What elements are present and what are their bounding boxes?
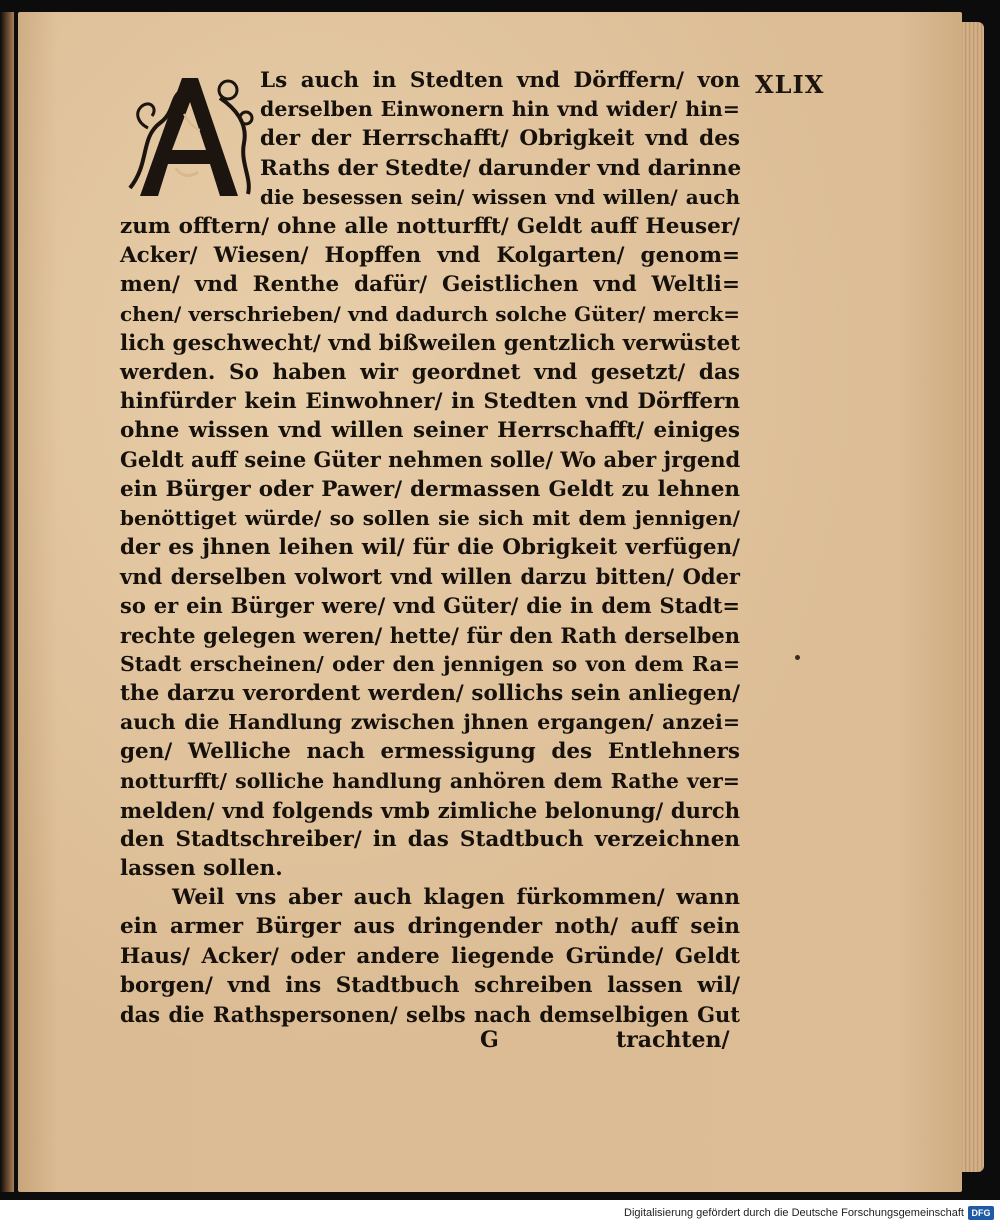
- text-line: so er ein Bürger were/ vnd Güter/ die in dem Stadt=: [120, 593, 740, 619]
- text-line: Stadt erscheinen/ oder den jennigen so von dem Ra=: [120, 651, 740, 676]
- text-line: notturfft/ solliche handlung anhören dem Rathe ver=: [120, 768, 740, 793]
- text-line: die besessen sein/ wissen vnd willen/ auch: [260, 184, 740, 209]
- footer-bar: [0, 1200, 1000, 1225]
- body-text: [120, 66, 740, 1029]
- signature-mark: G: [480, 1027, 499, 1053]
- text-line: benöttiget würde/ so sollen sie sich mit dem jennigen/: [120, 505, 740, 530]
- book-spine: [0, 12, 14, 1192]
- text-line: chen/ verschrieben/ vnd dadurch solche Güter/ merck=: [120, 301, 740, 326]
- text-line: men/ vnd Renthe dafür/ Geistlichen vnd Weltli=: [120, 272, 740, 298]
- text-line: auch die Handlung zwischen jhnen ergangen/ anzei=: [120, 710, 740, 735]
- text-line: der der Herrschafft/ Obrigkeit vnd des: [260, 126, 740, 152]
- catchword: trachten/: [616, 1027, 730, 1053]
- text-line: vnd derselben volwort vnd willen darzu bitten/ Oder: [120, 564, 740, 590]
- text-line: Acker/ Wiesen/ Hopffen vnd Kolgarten/ genom=: [120, 243, 740, 269]
- text-line: zum offtern/ ohne alle notturfft/ Geldt auff Heuser/: [120, 213, 740, 239]
- ink-speck: [795, 655, 800, 660]
- text-line: werden. So haben wir geordnet vnd gesetzt/ das: [120, 359, 740, 385]
- text-line: rechte gelegen weren/ hette/ für den Rath derselben: [120, 622, 740, 648]
- text-line: Ls auch in Stedten vnd Dörffern/ von: [260, 68, 740, 93]
- footer-credit: Digitalisierung gefördert durch die Deutsche Forschungsgemeinschaft: [624, 1206, 964, 1219]
- text-line: Raths der Stedte/ darunder vnd darinne: [260, 155, 742, 181]
- text-line: Weil vns aber auch klagen fürkommen/ wann: [172, 885, 740, 911]
- text-line: der es jhnen leihen wil/ für die Obrigkeit verfügen/: [120, 535, 740, 560]
- dfg-logo-icon: DFG: [968, 1206, 994, 1220]
- text-line: das die Rathspersonen/ selbs nach demselbigen Gut: [120, 1002, 740, 1027]
- folio-number: XLIX: [755, 70, 825, 99]
- text-line: den Stadtschreiber/ in das Stadtbuch verzeichnen: [120, 826, 740, 852]
- text-line: ein Bürger oder Pawer/ dermassen Geldt zu lehnen: [120, 476, 740, 502]
- text-line: hinfürder kein Einwohner/ in Stedten vnd Dörffern: [120, 389, 740, 415]
- text-line: melden/ vnd folgends vmb zimliche belonung/ durch: [120, 797, 740, 823]
- text-line: lassen sollen.: [120, 856, 283, 882]
- text-line: the darzu verordent werden/ sollichs sein anliegen/: [120, 680, 740, 706]
- text-line: borgen/ vnd ins Stadtbuch schreiben lassen wil/: [120, 972, 740, 998]
- text-line: ohne wissen vnd willen seiner Herrschafft/ einiges: [120, 418, 740, 444]
- text-line: Geldt auff seine Güter nehmen solle/ Wo aber jrgend: [120, 447, 741, 473]
- text-line: lich geschwecht/ vnd bißweilen gentzlich verwüstet: [120, 330, 741, 356]
- text-line: derselben Einwonern hin vnd wider/ hin=: [260, 97, 740, 122]
- text-line: Haus/ Acker/ oder andere liegende Gründe/ Geldt: [120, 943, 740, 969]
- text-line: gen/ Welliche nach ermessigung des Entlehners: [120, 739, 740, 765]
- text-line: ein armer Bürger aus dringender noth/ auff sein: [120, 914, 740, 940]
